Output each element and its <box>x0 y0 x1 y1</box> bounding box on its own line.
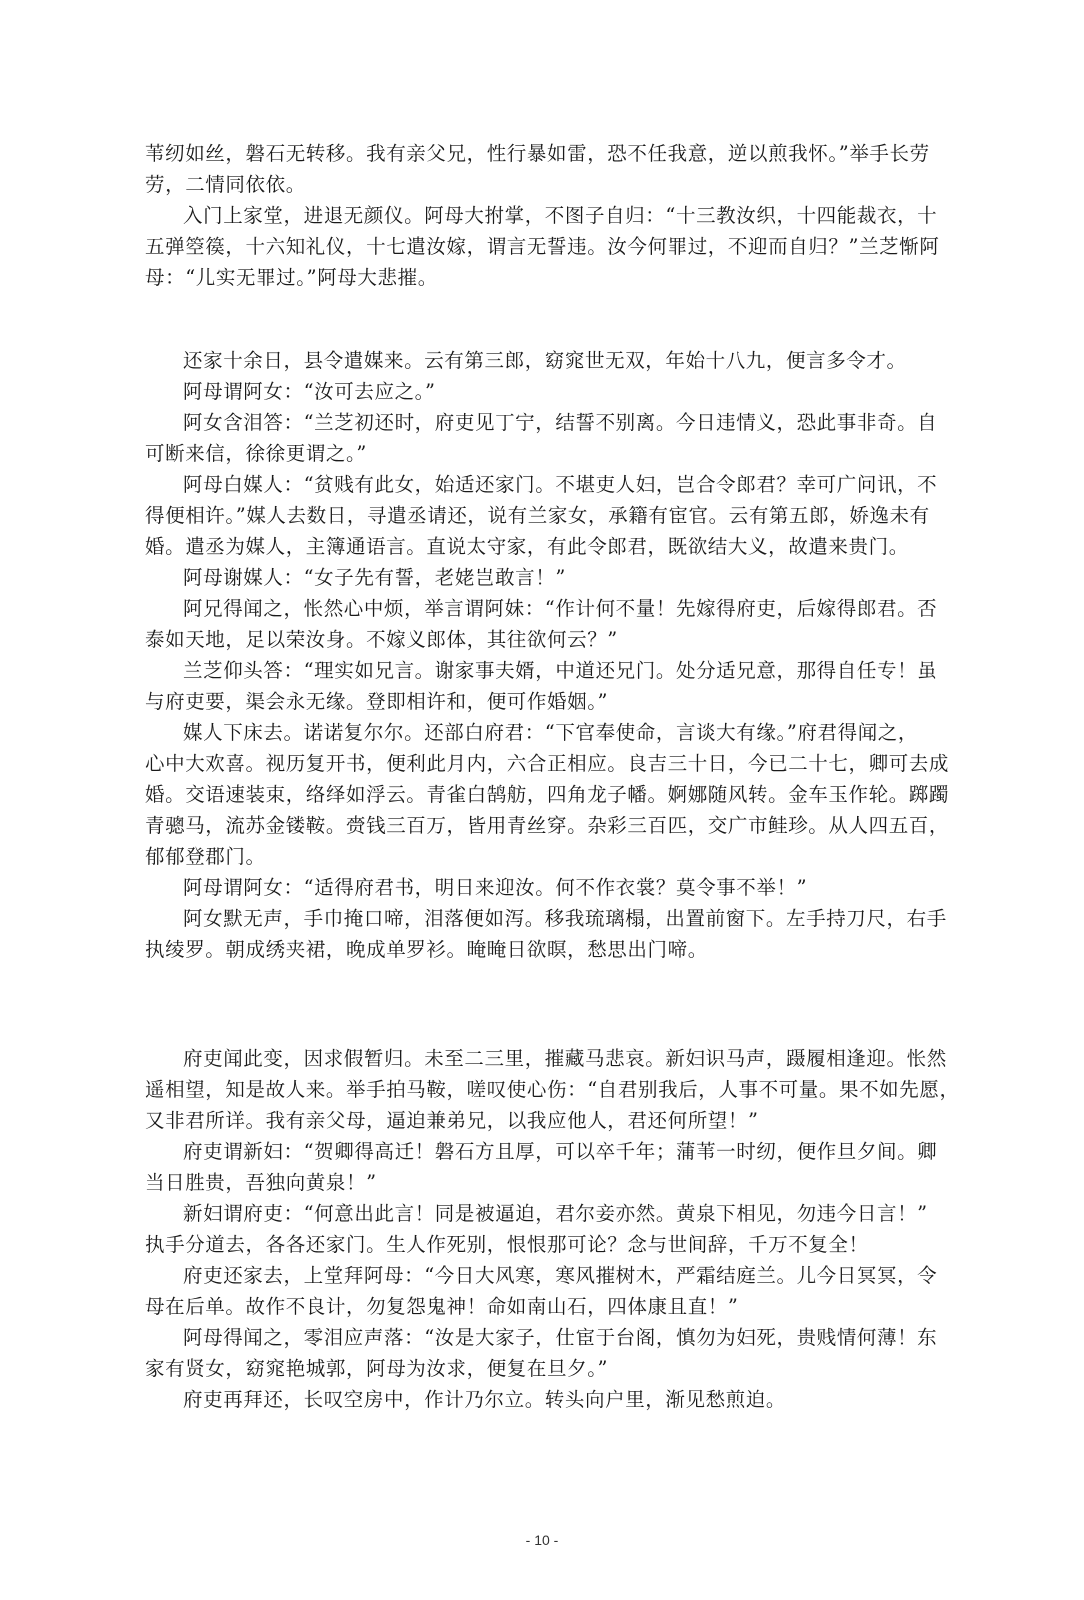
text-line: 母：“儿实无罪过。”阿母大悲摧。 <box>145 266 438 289</box>
text-line: 青骢马，流苏金镂鞍。赍钱三百万，皆用青丝穿。杂彩三百匹，交广市鲑珍。从人四五百， <box>145 814 950 837</box>
text-line: 与府吏要，渠会永无缘。登即相许和，便可作婚姻。” <box>145 690 609 713</box>
text-line: 阿女默无声，手巾掩口啼，泪落便如泻。移我琉璃榻，出置前窗下。左手持刀尺，右手 <box>183 907 947 930</box>
text-line: 阿母谓阿女：“适得府君书，明日来迎汝。何不作衣裳？莫令事不举！” <box>183 876 808 899</box>
text-line: 执手分道去，各各还家门。生人作死别，恨恨那可论？念与世间辞，千万不复全！ <box>145 1233 869 1256</box>
text-line: 遥相望，知是故人来。举手拍马鞍，嗟叹使心伤：“自君别我后，人事不可量。果不如先愿， <box>145 1078 960 1101</box>
text-line: 又非君所详。我有亲父母，逼迫兼弟兄，以我应他人，君还何所望！” <box>145 1109 759 1132</box>
text-line: 阿母谓阿女：“汝可去应之。” <box>183 380 436 403</box>
text-line: 入门上家堂，进退无颜仪。阿母大拊掌，不图子自归：“十三教汝织，十四能裁衣，十 <box>183 204 938 227</box>
text-line: 婚。交语速装束，络绎如浮云。青雀白鹄舫，四角龙子幡。婀娜随风转。金车玉作轮。踯躅 <box>145 783 950 806</box>
text-block-3 <box>145 1043 960 1415</box>
text-line: 婚。遣丞为媒人，主簿通语言。直说太守家，有此令郎君，既欲结大义，故遣来贵门。 <box>145 535 909 558</box>
text-line: 郁郁登郡门。 <box>145 845 266 868</box>
text-line: 执绫罗。朝成绣夹裙，晚成单罗衫。晻晻日欲暝，愁思出门啼。 <box>145 938 708 961</box>
text-line: 得便相许。”媒人去数日，寻遣丞请还，说有兰家女，承籍有宦官。云有第五郎，娇逸未有 <box>145 504 930 527</box>
text-line: 府吏还家去，上堂拜阿母：“今日大风寒，寒风摧树木，严霜结庭兰。儿今日冥冥，令 <box>183 1264 938 1287</box>
text-line: 阿母白媒人：“贫贱有此女，始适还家门。不堪吏人妇，岂合令郎君？幸可广问讯，不 <box>183 473 938 496</box>
text-line: 府吏再拜还，长叹空房中，作计乃尔立。转头向户里，渐见愁煎迫。 <box>183 1388 787 1411</box>
text-line: 新妇谓府吏：“何意出此言！同是被逼迫，君尔妾亦然。黄泉下相见，勿违今日言！” <box>183 1202 928 1225</box>
text-line: 五弹箜篌，十六知礼仪，十七遣汝嫁，谓言无誓违。汝今何罪过，不迎而自归？”兰芝惭阿 <box>145 235 940 258</box>
text-line: 阿母得闻之，零泪应声落：“汝是大家子，仕宦于台阁，慎勿为妇死，贵贱情何薄！东 <box>183 1326 938 1349</box>
text-line: 劳，二情同依依。 <box>145 173 306 196</box>
text-line: 阿母谢媒人：“女子先有誓，老姥岂敢言！” <box>183 566 566 589</box>
text-line: 阿女含泪答：“兰芝初还时，府吏见丁宁，结誓不别离。今日违情义，恐此事非奇。自 <box>183 411 938 434</box>
text-line: 当日胜贵，吾独向黄泉！” <box>145 1171 377 1194</box>
text-line: 媒人下床去。诺诺复尔尔。还部白府君：“下官奉使命，言谈大有缘。”府君得闻之， <box>183 721 918 744</box>
text-line: 府吏谓新妇：“贺卿得高迁！磐石方且厚，可以卒千年；蒲苇一时纫，便作旦夕间。卿 <box>183 1140 938 1163</box>
text-line: 可断来信，徐徐更谓之。” <box>145 442 367 465</box>
text-line: 母在后单。故作不良计，勿复怨鬼神！命如南山石，四体康且直！” <box>145 1295 739 1318</box>
page-number: - 10 - <box>525 1532 559 1548</box>
text-block-2 <box>145 345 950 965</box>
text-line: 还家十余日，县令遣媒来。云有第三郎，窈窕世无双，年始十八九，便言多令才。 <box>183 349 907 372</box>
text-line: 兰芝仰头答：“理实如兄言。谢家事夫婿，中道还兄门。处分适兄意，那得自任专！虽 <box>183 659 938 682</box>
text-line: 泰如天地，足以荣汝身。不嫁义郎体，其往欲何云？” <box>145 628 618 651</box>
text-line: 苇纫如丝，磐石无转移。我有亲父兄，性行暴如雷，恐不任我意，逆以煎我怀。”举手长劳 <box>145 142 930 165</box>
text-block-1 <box>145 138 940 293</box>
text-line: 心中大欢喜。视历复开书，便利此月内，六合正相应。良吉三十日，今已二十七，卿可去成 <box>145 752 950 775</box>
text-line: 家有贤女，窈窕艳城郭，阿母为汝求，便复在旦夕。” <box>145 1357 609 1380</box>
text-line: 阿兄得闻之，怅然心中烦，举言谓阿妹：“作计何不量！先嫁得府吏，后嫁得郎君。否 <box>183 597 938 620</box>
text-line: 府吏闻此变，因求假暂归。未至二三里，摧藏马悲哀。新妇识马声，蹑履相逢迎。怅然 <box>183 1047 947 1070</box>
